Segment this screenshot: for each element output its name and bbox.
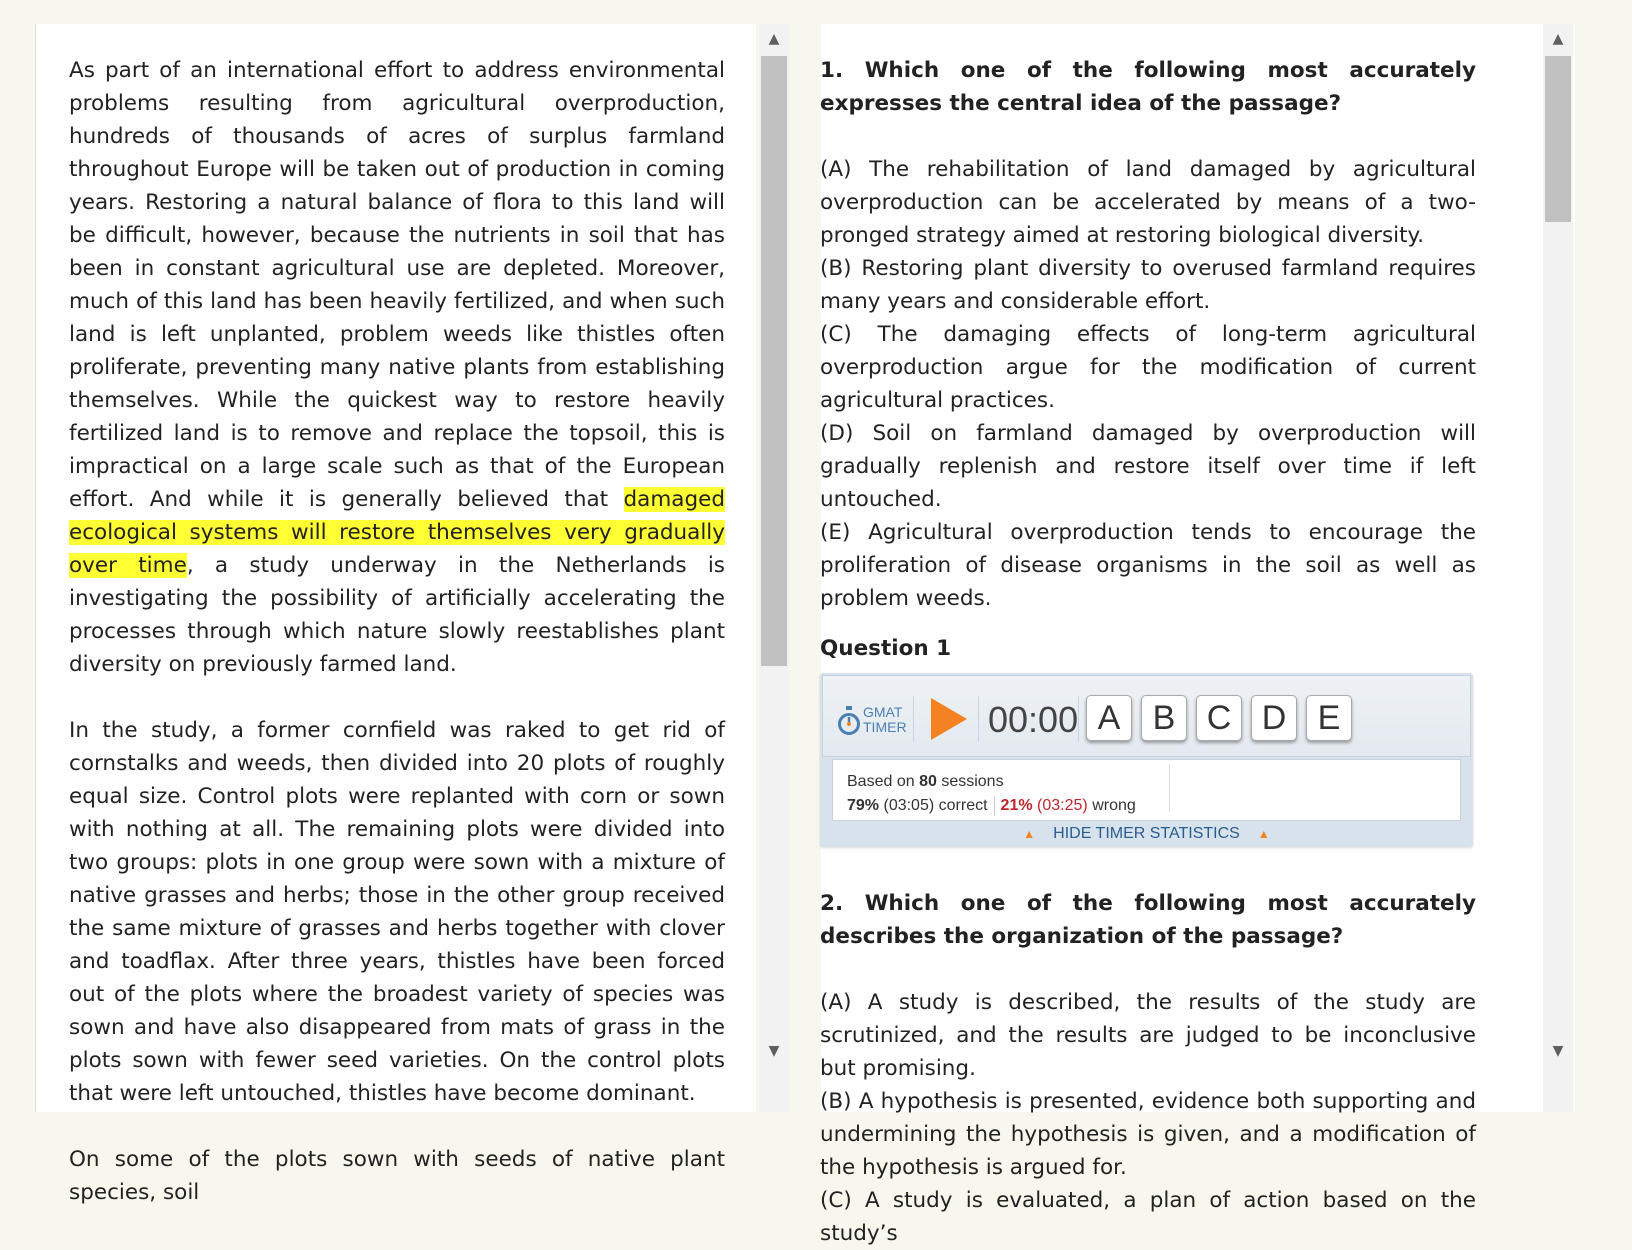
passage-text (69, 54, 725, 1209)
sessions-line: Based on 80 sessions (847, 773, 1004, 790)
q2-option-c: (C) A study is evaluated, a plan of action based on the study’s (820, 1188, 1476, 1246)
question-1-title: 1. Which one of the following most accurately expresses the central idea of the passage? (820, 58, 1476, 116)
timer-display: 00:00 (988, 699, 1079, 740)
results-line: 79% (03:05) correct 21% (03:25) wrong (847, 797, 1136, 814)
passage-scrollbar[interactable] (759, 24, 789, 1112)
q1-option-a: (A) The rehabilitation of land damaged by agricultural overproduction can be accelerated by means of a two-pronged strategy aimed at restoring biological diversity. (820, 157, 1476, 248)
hide-timer-statistics-button[interactable]: ▲ HIDE TIMER STATISTICS ▲ (1023, 825, 1270, 842)
q1-option-b: (B) Restoring plant diversity to overused farmland requires many years and considerable effort. (820, 256, 1476, 314)
questions-pane[interactable] (820, 24, 1575, 1246)
scroll-up-icon[interactable]: ▲ (1552, 31, 1564, 47)
chevron-up-icon: ▲ (1023, 827, 1036, 841)
passage-paragraph-2: In the study, a former cornfield was raked to get rid of cornstalks and weeds, then divided into 20 plots of roughly equal size. Control plots were replanted with corn or sown with nothing at all. The remaining plots were divided into two groups: plots in one group were sown with a mixture of native grasses and herbs; those in the other group received the same mixture of grasses and herbs together with clover and toadflax. After three years, thistles have been forced out of the plots where the broadest variety of species was sown and have also disappeared from mats of grass in the plots sown with fewer seed varieties. On the control plots that were left untouched, thistles have become dominant. (69, 718, 725, 1106)
stopwatch-icon (837, 703, 861, 737)
answer-button-a[interactable]: A (1086, 695, 1132, 741)
answer-button-e[interactable]: E (1306, 695, 1352, 741)
answer-button-c[interactable]: C (1196, 695, 1242, 741)
scroll-up-icon[interactable]: ▲ (768, 31, 780, 47)
questions-content (820, 54, 1476, 1250)
timer-statistics (832, 759, 1461, 821)
question-1-label: Question 1 (820, 636, 952, 661)
chevron-up-icon: ▲ (1257, 827, 1270, 841)
q2-option-a: (A) A study is described, the results of the study are scrutinized, and the results are judged to be inconclusive but promising. (820, 990, 1476, 1081)
answer-button-b[interactable]: B (1141, 695, 1187, 741)
questions-scroll-thumb[interactable] (1545, 56, 1571, 222)
questions-scrollbar[interactable] (1543, 24, 1573, 1112)
gmat-timer-logo: GMAT TIMER (837, 700, 907, 740)
q2-option-b: (B) A hypothesis is presented, evidence both supporting and undermining the hypothesis is given, and a modification of the hypothesis is argued for. (820, 1089, 1476, 1180)
passage-paragraph-1: As part of an international effort to address environmental problems resulting from agricultural overproduction, hundreds of thousands of acres of surplus farmland throughout Europe will be taken out of production in coming years. Restoring a natural balance of flora to this land will be difficult, however, because the nutrients in soil that has been in constant agricultural use are depleted. Moreover, much of this land has been heavily fertilized, and when such land is left unplanted, problem weeds like thistles often proliferate, preventing many native plants from establishing themselves. While the quickest way to restore heavily fertilized land is to remove and replace the topsoil, this is impractical on a large scale such as that of the European effort. And while it is generally believed that damaged ecological systems will restore themselves very gradually over time, a study underway in the Netherlands is investigating the possibility of artificially accelerating the processes through which nature slowly reestablishes plant diversity on previously farmed land. (69, 58, 726, 677)
question-2-title: 2. Which one of the following most accurately describes the organization of the passage? (820, 891, 1476, 949)
passage-paragraph-3: On some of the plots sown with seeds of native plant species, soil (69, 1147, 725, 1205)
scroll-down-icon[interactable]: ▼ (768, 1043, 780, 1059)
highlighted-text[interactable]: damaged ecological systems will restore themselves very gradually over time (69, 487, 725, 578)
passage-scroll-thumb[interactable] (761, 56, 787, 666)
q1-option-c: (C) The damaging effects of long-term agricultural overproduction argue for the modification of current agricultural practices. (820, 322, 1476, 413)
q1-option-e: (E) Agricultural overproduction tends to encourage the proliferation of disease organisms in the soil as well as problem weeds. (820, 520, 1476, 611)
passage-pane[interactable] (35, 24, 780, 1205)
gmat-timer-widget (820, 673, 1473, 847)
answer-button-d[interactable]: D (1251, 695, 1297, 741)
q1-option-d: (D) Soil on farmland damaged by overproduction will gradually replenish and restore itself over time if left untouched. (820, 421, 1476, 512)
play-icon[interactable] (931, 698, 967, 740)
timer-controls (822, 675, 1471, 757)
scroll-down-icon[interactable]: ▼ (1552, 1043, 1564, 1059)
